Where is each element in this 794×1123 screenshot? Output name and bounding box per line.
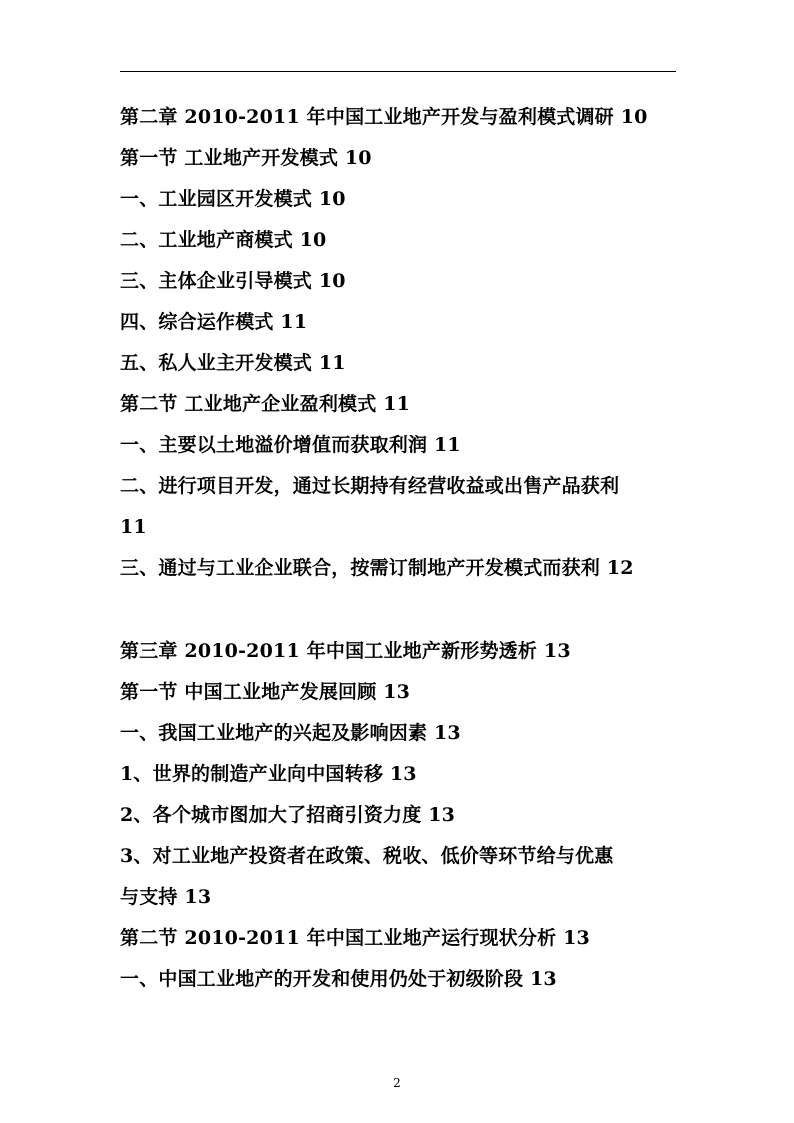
toc-entry[interactable]: 三、主体企业引导模式 10 xyxy=(120,270,346,292)
toc-entry[interactable]: 一、中国工业地产的开发和使用仍处于初级阶段 13 xyxy=(120,968,557,990)
toc-entry-continuation[interactable]: 11 xyxy=(120,516,147,538)
toc-entry[interactable]: 第一节 工业地产开发模式 10 xyxy=(120,147,372,169)
page-number: 2 xyxy=(393,1076,401,1090)
toc-entry-continuation[interactable]: 与支持 13 xyxy=(120,886,212,908)
toc-entry[interactable]: 三、通过与工业企业联合，按需订制地产开发模式而获利 12 xyxy=(120,557,634,579)
toc-entry[interactable]: 一、我国工业地产的兴起及影响因素 13 xyxy=(120,722,461,744)
toc-entry[interactable]: 第二节 2010-2011 年中国工业地产运行现状分析 13 xyxy=(120,927,590,949)
toc-chapter-3-title[interactable]: 第三章 2010-2011 年中国工业地产新形势透析 13 xyxy=(120,640,571,662)
toc-entry[interactable]: 五、私人业主开发模式 11 xyxy=(120,352,346,374)
toc-entry[interactable]: 第二节 工业地产企业盈利模式 11 xyxy=(120,393,411,415)
toc-entry[interactable]: 二、进行项目开发，通过长期持有经营收益或出售产品获利 xyxy=(120,475,620,497)
toc-chapter-2-title[interactable]: 第二章 2010-2011 年中国工业地产开发与盈利模式调研 10 xyxy=(120,106,648,128)
table-of-contents xyxy=(120,104,700,1007)
toc-entry[interactable]: 1、世界的制造产业向中国转移 13 xyxy=(120,763,417,785)
toc-entry[interactable]: 二、工业地产商模式 10 xyxy=(120,229,327,251)
toc-entry[interactable]: 3、对工业地产投资者在政策、税收、低价等环节给与优惠 xyxy=(120,845,614,867)
toc-entry[interactable]: 2、各个城市图加大了招商引资力度 13 xyxy=(120,804,456,826)
toc-entry[interactable]: 一、主要以土地溢价增值而获取利润 11 xyxy=(120,434,461,456)
header-rule xyxy=(120,71,676,72)
chapter-spacer xyxy=(120,596,700,638)
toc-entry[interactable]: 四、综合运作模式 11 xyxy=(120,311,308,333)
toc-entry[interactable]: 一、工业园区开发模式 10 xyxy=(120,188,346,210)
toc-entry[interactable]: 第一节 中国工业地产发展回顾 13 xyxy=(120,681,411,703)
